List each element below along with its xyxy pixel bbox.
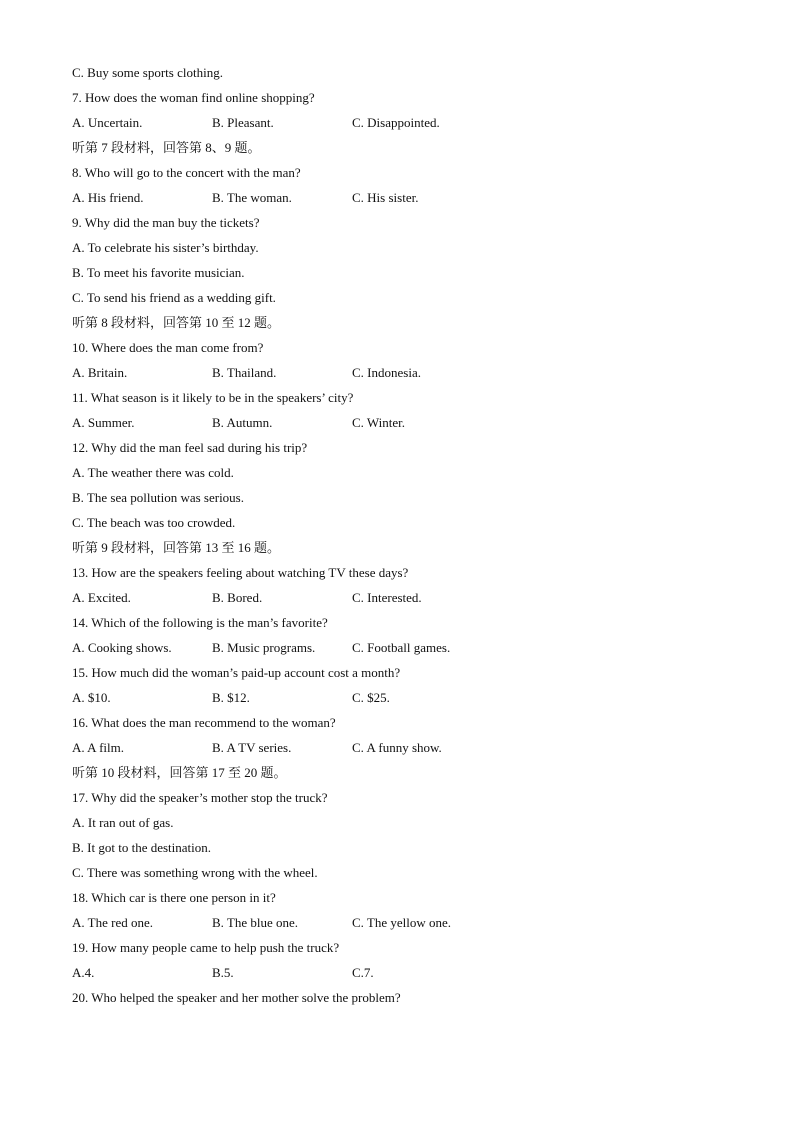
option-b: B. Thailand.: [212, 365, 277, 380]
option-b: B. The woman.: [212, 190, 292, 205]
answer-options-row: [72, 364, 732, 389]
option-b: B. Pleasant.: [212, 115, 274, 130]
option-a: A. Uncertain.: [72, 115, 143, 130]
option-b: B. $12.: [212, 690, 250, 705]
question-text: 14. Which of the following is the man’s favorite?: [72, 615, 328, 630]
answer-options-row: [72, 964, 732, 989]
answer-option: B. To meet his favorite musician.: [72, 265, 245, 280]
question-text: 19. How many people came to help push the truck?: [72, 940, 340, 955]
section-instruction: 听第 9 段材料，回答第 13 至 16 题。: [72, 540, 281, 555]
section-instruction: 听第 10 段材料，回答第 17 至 20 题。: [72, 765, 287, 780]
option-a: A. A film.: [72, 740, 125, 755]
answer-option: C. Buy some sports clothing.: [72, 65, 223, 80]
option-a: A. His friend.: [72, 190, 144, 205]
option-a: A. The red one.: [72, 915, 153, 930]
option-c: C. His sister.: [352, 190, 419, 205]
answer-options-row: [72, 414, 732, 439]
option-c: C. Disappointed.: [352, 115, 440, 130]
option-b: B. Bored.: [212, 590, 263, 605]
option-b: B.5.: [212, 965, 234, 980]
option-c: C. Indonesia.: [352, 365, 421, 380]
option-c: C. The yellow one.: [352, 915, 452, 930]
option-a: A. Cooking shows.: [72, 640, 172, 655]
option-b: B. Music programs.: [212, 640, 316, 655]
question-text: 15. How much did the woman’s paid-up account cost a month?: [72, 665, 401, 680]
document-page: [72, 64, 732, 1014]
question-text: 16. What does the man recommend to the woman?: [72, 715, 336, 730]
option-a: A. $10.: [72, 690, 111, 705]
answer-options-row: [72, 589, 732, 614]
option-a: A. Excited.: [72, 590, 131, 605]
answer-option: C. There was something wrong with the wheel.: [72, 865, 318, 880]
answer-option: A. It ran out of gas.: [72, 815, 174, 830]
answer-option: B. It got to the destination.: [72, 840, 212, 855]
option-c: C. Interested.: [352, 590, 422, 605]
option-c: C. A funny show.: [352, 740, 442, 755]
question-text: 18. Which car is there one person in it?: [72, 890, 276, 905]
option-a: A.4.: [72, 965, 95, 980]
question-text: 12. Why did the man feel sad during his trip?: [72, 440, 308, 455]
question-text: 20. Who helped the speaker and her mother solve the problem?: [72, 990, 401, 1005]
option-c: C. Football games.: [352, 640, 451, 655]
section-instruction: 听第 7 段材料，回答第 8、9 题。: [72, 140, 261, 155]
option-c: C. $25.: [352, 690, 390, 705]
option-a: A. Britain.: [72, 365, 128, 380]
option-b: B. Autumn.: [212, 415, 273, 430]
answer-options-row: [72, 739, 732, 764]
question-text: 17. Why did the speaker’s mother stop the truck?: [72, 790, 328, 805]
question-text: 9. Why did the man buy the tickets?: [72, 215, 260, 230]
option-b: B. A TV series.: [212, 740, 292, 755]
question-text: 13. How are the speakers feeling about watching TV these days?: [72, 565, 409, 580]
option-a: A. Summer.: [72, 415, 135, 430]
answer-options-row: [72, 639, 732, 664]
option-c: C.7.: [352, 965, 374, 980]
answer-option: A. To celebrate his sister’s birthday.: [72, 240, 259, 255]
answer-option: B. The sea pollution was serious.: [72, 490, 244, 505]
question-text: 10. Where does the man come from?: [72, 340, 264, 355]
option-c: C. Winter.: [352, 415, 406, 430]
question-text: 8. Who will go to the concert with the man?: [72, 165, 301, 180]
answer-options-row: [72, 689, 732, 714]
section-instruction: 听第 8 段材料，回答第 10 至 12 题。: [72, 315, 281, 330]
question-text: 11. What season is it likely to be in the speakers’ city?: [72, 390, 354, 405]
option-b: B. The blue one.: [212, 915, 299, 930]
answer-options-row: [72, 189, 732, 214]
answer-option: C. To send his friend as a wedding gift.: [72, 290, 276, 305]
answer-options-row: [72, 114, 732, 139]
answer-option: A. The weather there was cold.: [72, 465, 234, 480]
answer-options-row: [72, 914, 732, 939]
answer-option: C. The beach was too crowded.: [72, 515, 236, 530]
question-text: 7. How does the woman find online shopping?: [72, 90, 315, 105]
